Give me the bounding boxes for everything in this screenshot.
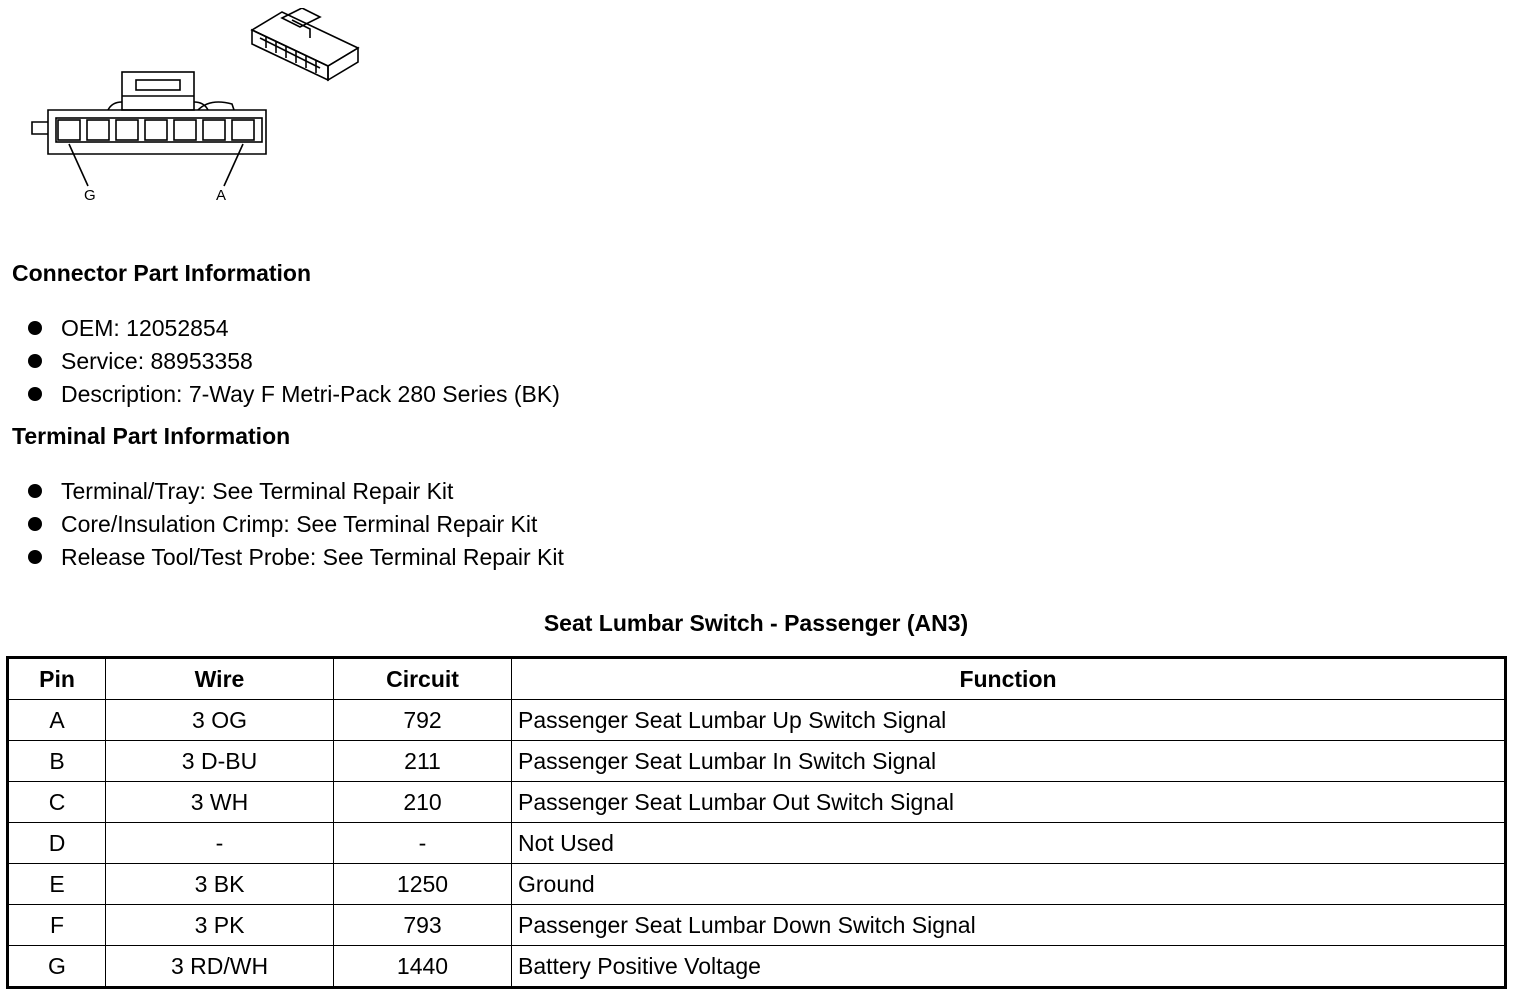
pin-label-g: G xyxy=(84,187,96,204)
connector-part-info-list xyxy=(28,312,560,411)
table-row xyxy=(8,700,1506,741)
bullet-icon xyxy=(28,484,42,498)
table-header-row xyxy=(8,658,1506,700)
cell-function: Passenger Seat Lumbar Out Switch Signal xyxy=(512,782,1506,823)
column-header-wire: Wire xyxy=(106,658,334,700)
cell-pin: G xyxy=(8,946,106,988)
bullet-icon xyxy=(28,550,42,564)
cell-pin: D xyxy=(8,823,106,864)
connector-diagram xyxy=(20,8,380,208)
column-header-circuit: Circuit xyxy=(334,658,512,700)
column-header-function: Function xyxy=(512,658,1506,700)
table-title: Seat Lumbar Switch - Passenger (AN3) xyxy=(543,610,969,636)
cell-pin: C xyxy=(8,782,106,823)
cell-pin: B xyxy=(8,741,106,782)
leader-line-g xyxy=(69,144,88,186)
cell-wire: 3 WH xyxy=(106,782,334,823)
list-item-text: Release Tool/Test Probe: See Terminal Repair Kit xyxy=(61,544,564,570)
list-item-text: OEM: 12052854 xyxy=(61,315,229,341)
terminal-part-info-list xyxy=(28,475,564,574)
cell-wire: 3 D-BU xyxy=(106,741,334,782)
cell-function: Passenger Seat Lumbar Up Switch Signal xyxy=(512,700,1506,741)
list-item-text: Service: 88953358 xyxy=(61,348,253,374)
list-item xyxy=(28,345,560,378)
list-item-text: Description: 7-Way F Metri-Pack 280 Series (BK) xyxy=(61,381,560,407)
cell-circuit: 1250 xyxy=(334,864,512,905)
list-item-text: Terminal/Tray: See Terminal Repair Kit xyxy=(61,478,454,504)
cell-function: Battery Positive Voltage xyxy=(512,946,1506,988)
table-row xyxy=(8,905,1506,946)
pinout-table xyxy=(6,656,1507,989)
cell-function: Ground xyxy=(512,864,1506,905)
list-item-text: Core/Insulation Crimp: See Terminal Repair Kit xyxy=(61,511,538,537)
cell-circuit: 210 xyxy=(334,782,512,823)
table-row xyxy=(8,741,1506,782)
cell-wire: 3 RD/WH xyxy=(106,946,334,988)
cell-circuit: - xyxy=(334,823,512,864)
cell-pin: F xyxy=(8,905,106,946)
list-item xyxy=(28,312,560,345)
cell-pin: E xyxy=(8,864,106,905)
list-item xyxy=(28,508,564,541)
cell-circuit: 211 xyxy=(334,741,512,782)
bullet-icon xyxy=(28,387,42,401)
table-row xyxy=(8,946,1506,988)
table-row xyxy=(8,864,1506,905)
list-item xyxy=(28,378,560,411)
bullet-icon xyxy=(28,354,42,368)
cell-wire: - xyxy=(106,823,334,864)
cell-circuit: 792 xyxy=(334,700,512,741)
cell-pin: A xyxy=(8,700,106,741)
cell-circuit: 793 xyxy=(334,905,512,946)
cell-function: Not Used xyxy=(512,823,1506,864)
table-row xyxy=(8,823,1506,864)
bullet-icon xyxy=(28,321,42,335)
cell-wire: 3 OG xyxy=(106,700,334,741)
connector-front-view xyxy=(32,110,266,154)
list-item xyxy=(28,475,564,508)
cell-function: Passenger Seat Lumbar Down Switch Signal xyxy=(512,905,1506,946)
pin-label-a: A xyxy=(216,187,227,204)
cell-function: Passenger Seat Lumbar In Switch Signal xyxy=(512,741,1506,782)
connector-part-info-heading: Connector Part Information xyxy=(12,260,312,286)
bullet-icon xyxy=(28,517,42,531)
terminal-part-info-heading: Terminal Part Information xyxy=(12,423,291,449)
connector-latch xyxy=(108,72,234,110)
column-header-pin: Pin xyxy=(8,658,106,700)
cell-wire: 3 PK xyxy=(106,905,334,946)
cell-circuit: 1440 xyxy=(334,946,512,988)
connector-isometric-view xyxy=(252,8,358,80)
list-item xyxy=(28,541,564,574)
table-row xyxy=(8,782,1506,823)
cell-wire: 3 BK xyxy=(106,864,334,905)
leader-line-a xyxy=(224,144,243,186)
